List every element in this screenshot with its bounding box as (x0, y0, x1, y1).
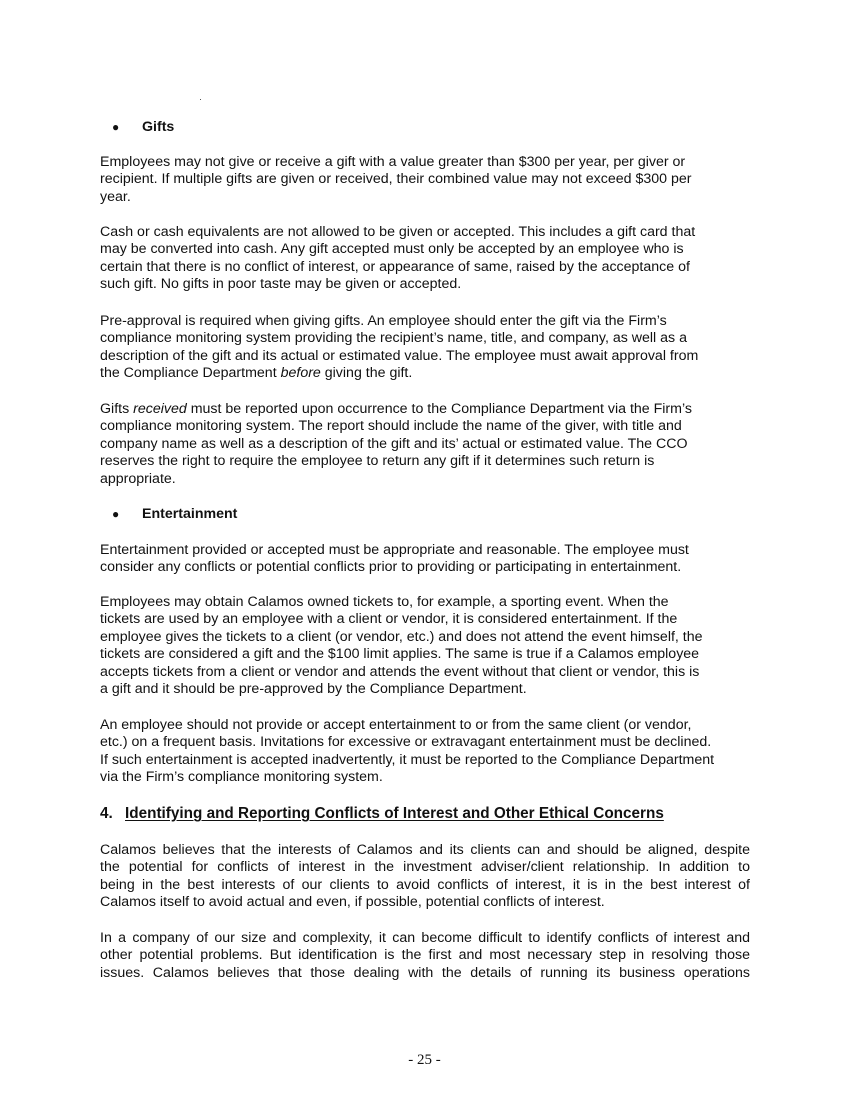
text-line: year. (100, 188, 131, 205)
stray-mark (200, 99, 201, 100)
text-line: appropriate. (100, 470, 176, 487)
section-4-paragraph-2 (100, 930, 750, 982)
text-line: via the Firm’s compliance monitoring system. (100, 769, 383, 786)
text-line: accepts tickets from a client or vendor and attends the event without that client or vendor, this is (100, 663, 700, 680)
text-line: recipient. If multiple gifts are given or received, their combined value may not exceed $300 per (100, 171, 692, 188)
bullet-icon: ● (112, 507, 120, 521)
text-fragment: must be reported upon occurrence to the Compliance Department via the Firm’s (186, 401, 692, 417)
text-fragment: the Compliance Department (100, 365, 281, 382)
text-line: a gift and it should be pre-approved by the Compliance Department. (100, 681, 527, 698)
gifts-heading-label: Gifts (142, 119, 175, 135)
entertainment-heading (110, 506, 237, 523)
text-line: Entertainment provided or accepted must be appropriate and reasonable. The employee must (100, 542, 689, 558)
gifts-paragraph-4 (100, 401, 750, 488)
text-line: employee gives the tickets to a client (or vendor, etc.) and does not attend the event himself, the (100, 628, 703, 645)
text-line: certain that there is no conflict of interest, or appearance of same, raised by the acceptance of (100, 258, 690, 275)
text-fragment: giving the gift. (320, 365, 413, 382)
text-line: tickets are considered a gift and the $100 limit applies. The same is true if a Calamos employee (100, 646, 700, 663)
text-line: Cash or cash equivalents are not allowed to be given or accepted. This includes a gift card that (100, 224, 696, 240)
text-line: If such entertainment is accepted inadvertently, it must be reported to the Compliance Department (100, 751, 715, 768)
text-line: Calamos believes that the interests of Calamos and its clients can and should be aligned, despite (100, 842, 750, 858)
text-line: being in the best interests of our clients to avoid conflicts of interest, it is in the best interest of (100, 876, 750, 893)
text-line (100, 401, 750, 418)
section-4-paragraph-1 (100, 842, 750, 912)
text-line: Calamos itself to avoid actual and even, if possible, potential conflicts of interest. (100, 894, 605, 911)
text-line: company name as well as a description of the gift and its’ actual or estimated value. The CCO (100, 435, 688, 452)
text-line: issues. Calamos believes that those dealing with the details of running its business operations (100, 964, 750, 981)
text-line: description of the gift and its actual or estimated value. The employee must await approval from (100, 347, 699, 364)
text-line: Pre-approval is required when giving gifts. An employee should enter the gift via the Firm’s (100, 313, 667, 329)
text-line: such gift. No gifts in poor taste may be given or accepted. (100, 276, 462, 293)
entertainment-paragraph-3 (100, 717, 750, 787)
text-line: An employee should not provide or accept entertainment to or from the same client (or vendor, (100, 717, 692, 733)
emphasis-text: before (280, 365, 321, 382)
text-line: the potential for conflicts of interest in the investment adviser/client relationship. In addition to (100, 859, 750, 876)
gifts-paragraph-2 (100, 224, 750, 294)
text-line: consider any conflicts or potential conflicts prior to providing or participating in entertainment. (100, 559, 682, 576)
text-line: In a company of our size and complexity, it can become difficult to identify conflicts of interest and (100, 930, 750, 946)
entertainment-heading-label: Entertainment (142, 506, 238, 522)
entertainment-paragraph-2 (100, 594, 750, 698)
text-line: etc.) on a frequent basis. Invitations for excessive or extravagant entertainment must be declined. (100, 734, 712, 751)
gifts-paragraph-3 (100, 313, 750, 383)
text-line: other potential problems. But identification is the first and most necessary step in resolving those (100, 947, 750, 964)
emphasis-text: received (133, 401, 187, 417)
gifts-heading (110, 119, 174, 136)
text-line: reserves the right to require the employee to return any gift if it determines such return is (100, 453, 655, 470)
text-line: Employees may obtain Calamos owned tickets to, for example, a sporting event. When the (100, 594, 669, 610)
text-fragment: Gifts (100, 401, 134, 417)
section-4-heading (100, 805, 664, 822)
text-line: tickets are used by an employee with a client or vendor, it is considered entertainment. If the (100, 611, 678, 628)
text-line (100, 365, 750, 382)
section-title: Identifying and Reporting Conflicts of Interest and Other Ethical Concerns (125, 805, 664, 822)
text-line: Employees may not give or receive a gift with a value greater than $300 per year, per giver or (100, 154, 686, 170)
bullet-icon: ● (112, 120, 120, 134)
section-number: 4. (100, 805, 113, 822)
gifts-paragraph-1 (100, 154, 750, 206)
entertainment-paragraph-1 (100, 542, 750, 577)
page-number: - 25 - (408, 1052, 441, 1068)
text-line: may be converted into cash. Any gift accepted must only be accepted by an employee who is (100, 241, 684, 258)
text-line: compliance monitoring system. The report should include the name of the giver, with title and (100, 418, 682, 435)
text-line: compliance monitoring system providing the recipient’s name, title, and company, as well as a (100, 330, 687, 347)
